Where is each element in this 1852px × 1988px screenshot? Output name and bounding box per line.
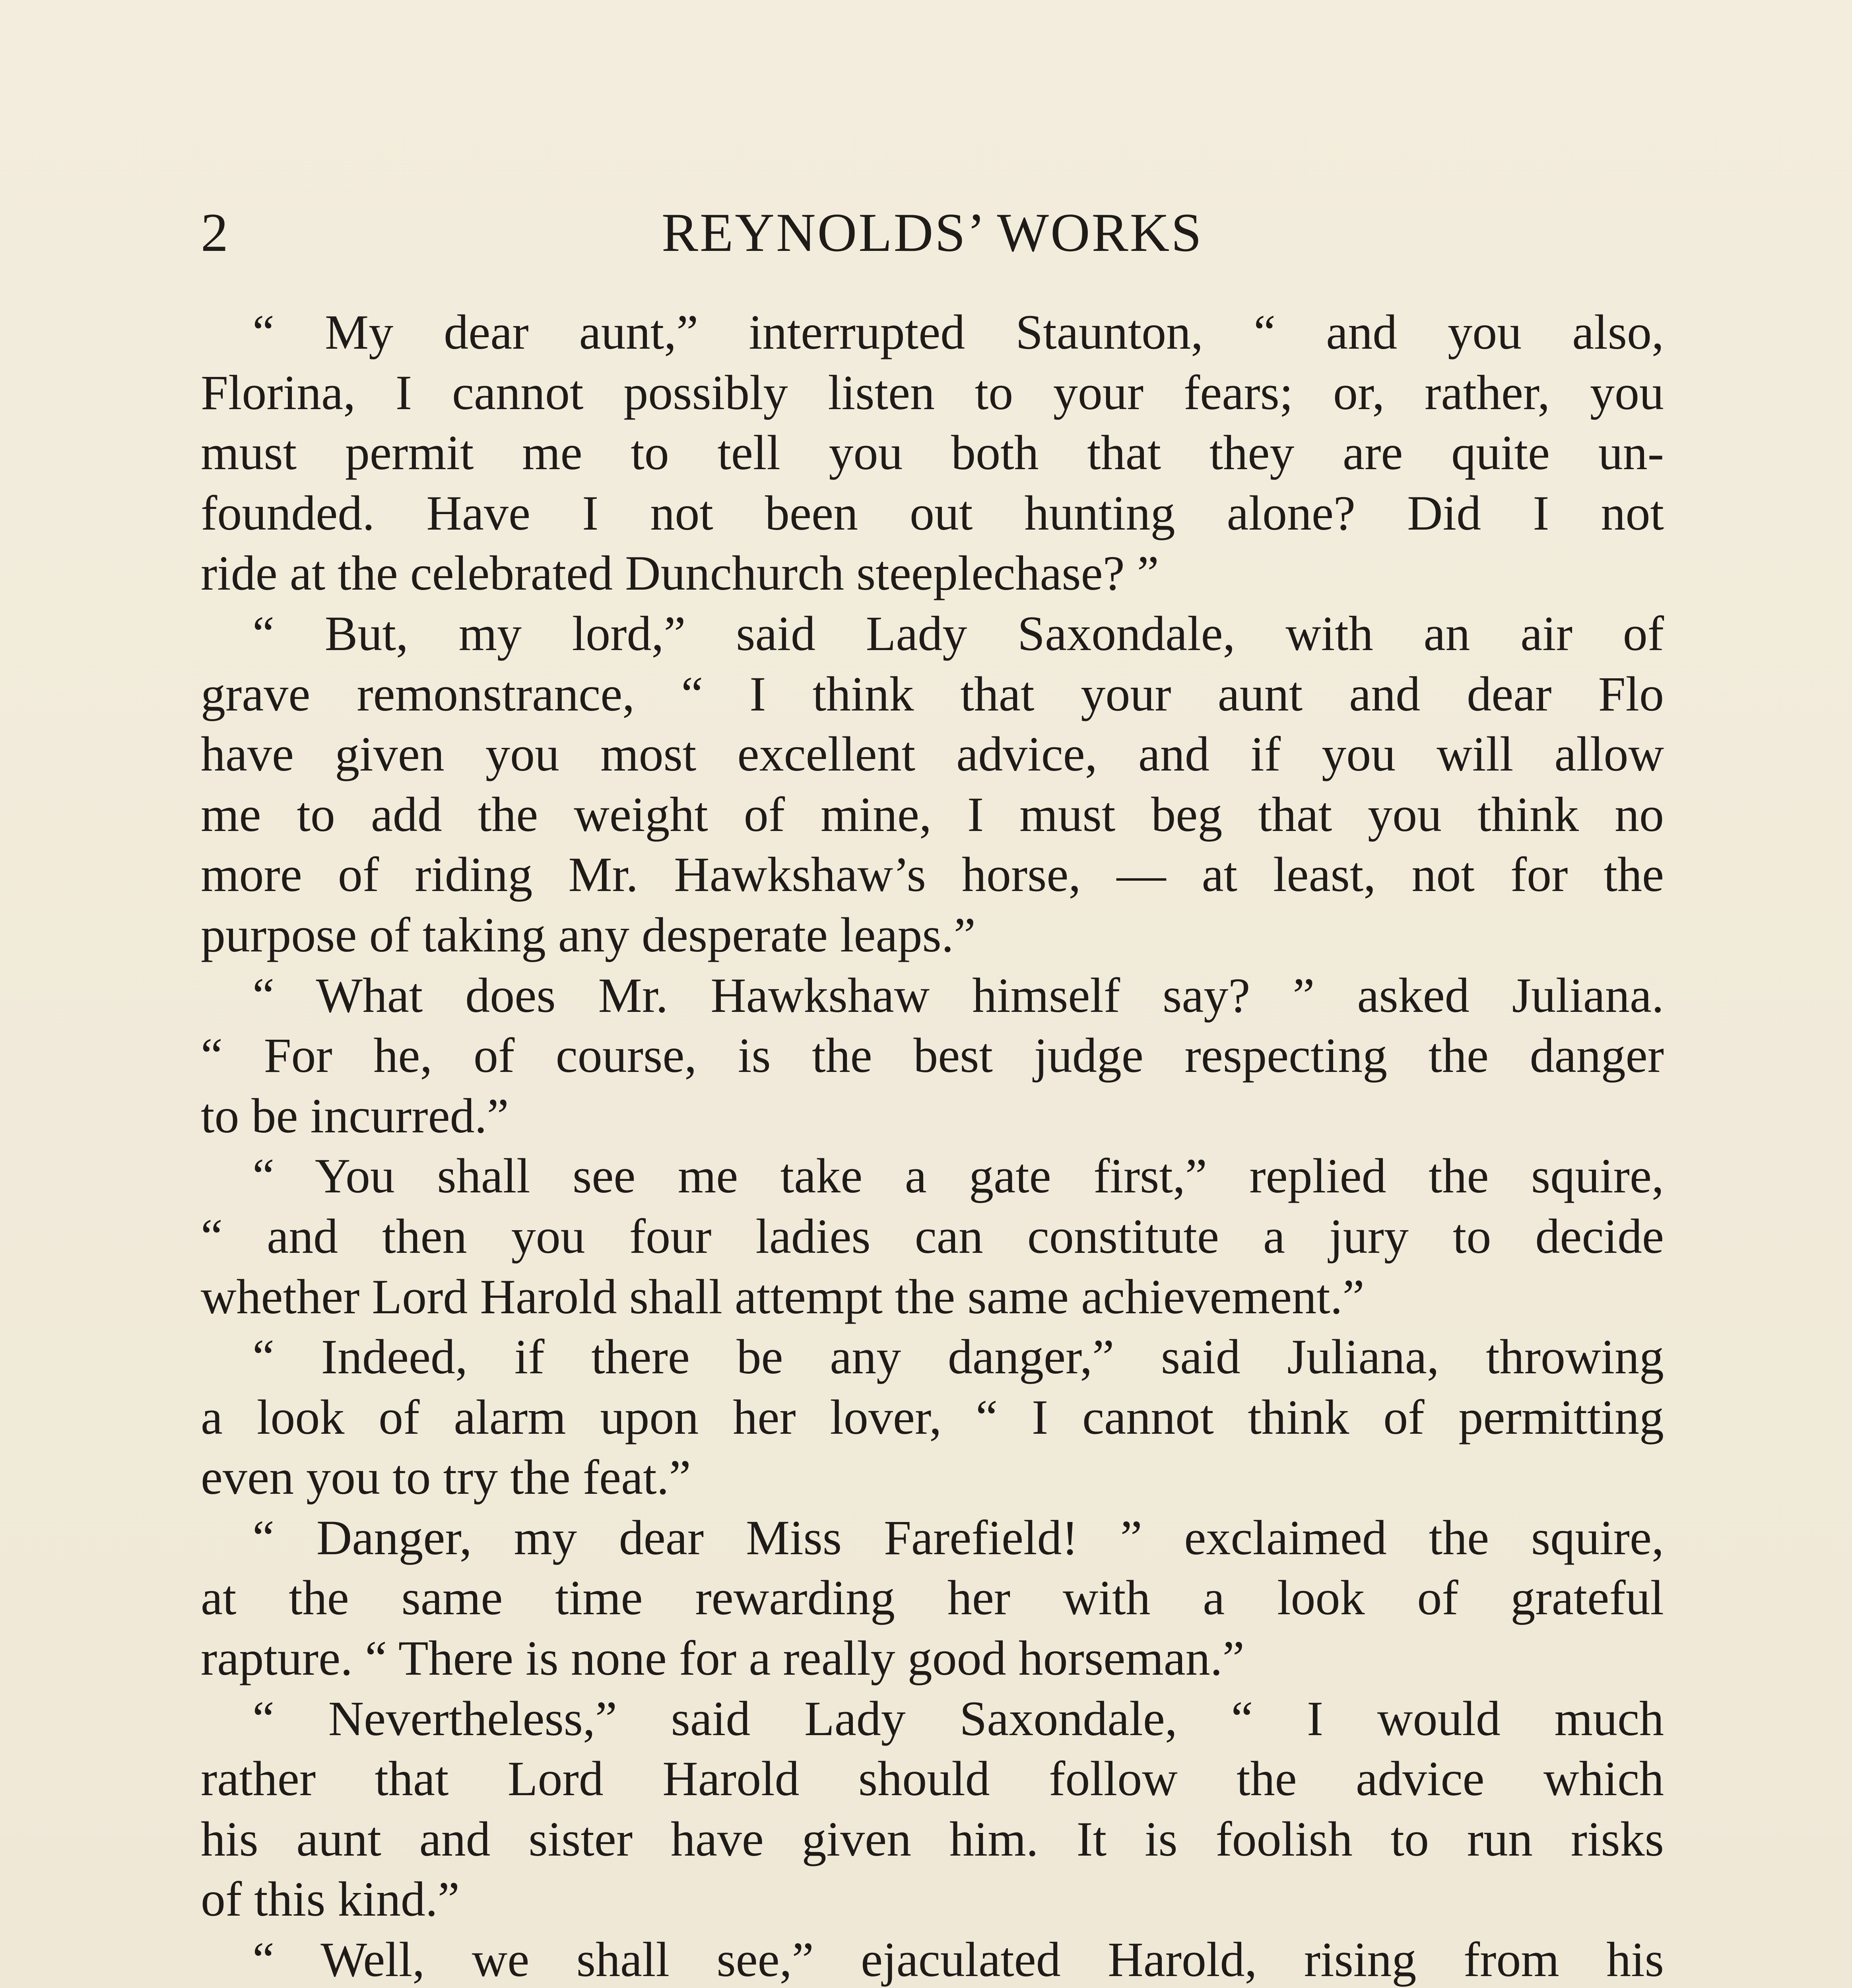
text-line: to be incurred.” [201,1088,509,1143]
text-line: rather that Lord Harold should follow the advice which [201,1751,1664,1806]
text-line: rapture. “ There is none for a really good horseman.” [201,1631,1244,1686]
text-line: me to add the weight of mine, I must beg that you think no [201,787,1664,842]
running-head: REYNOLDS’ WORKS [661,202,1204,263]
text-line: even you to try the feat.” [201,1450,691,1505]
text-line: grave remonstrance, “ I think that your aunt and dear Flo [201,666,1664,721]
text-line: must permit me to tell you both that they are quite un- [201,425,1664,480]
text-line: more of riding Mr. Hawkshaw’s horse, — at least, not for the [201,847,1664,902]
text-line: “ For he, of course, is the best judge respecting the danger [201,1028,1664,1083]
text-line: “ What does Mr. Hawkshaw himself say? ” asked Juliana. [252,968,1664,1023]
text-line: purpose of taking any desperate leaps.” [201,907,976,962]
page-header [201,199,1664,266]
page-number: 2 [201,202,228,263]
text-line: ride at the celebrated Dunchurch steeplechase? ” [201,546,1159,601]
text-line: “ But, my lord,” said Lady Saxondale, with an air of [252,606,1664,661]
body-text [201,302,1664,1988]
text-line: of this kind.” [201,1872,460,1927]
text-line: “ Indeed, if there be any danger,” said Juliana, throwing [252,1330,1664,1384]
text-line: “ and then you four ladies can constitute a jury to decide [201,1209,1664,1264]
text-line: founded. Have I not been out hunting alone? Did I not [201,485,1664,540]
text-line: Florina, I cannot possibly listen to your fears; or, rather, you [201,365,1664,420]
text-line: at the same time rewarding her with a look of grateful [201,1571,1664,1625]
text-line: “ You shall see me take a gate first,” replied the squire, [252,1149,1664,1204]
text-line: “ Well, we shall see,” ejaculated Harold, rising from his [252,1932,1664,1987]
text-line: have given you most excellent advice, and if you will allow [201,727,1664,782]
text-line: “ Danger, my dear Miss Farefield! ” exclaimed the squire, [252,1510,1664,1565]
text-line: a look of alarm upon her lover, “ I cannot think of permitting [201,1390,1664,1444]
text-line: his aunt and sister have given him. It is foolish to run risks [201,1811,1664,1866]
text-line: whether Lord Harold shall attempt the same achievement.” [201,1269,1365,1324]
text-line: “ Nevertheless,” said Lady Saxondale, “ I would much [252,1691,1664,1746]
text-line: “ My dear aunt,” interrupted Staunton, “ and you also, [252,305,1664,359]
